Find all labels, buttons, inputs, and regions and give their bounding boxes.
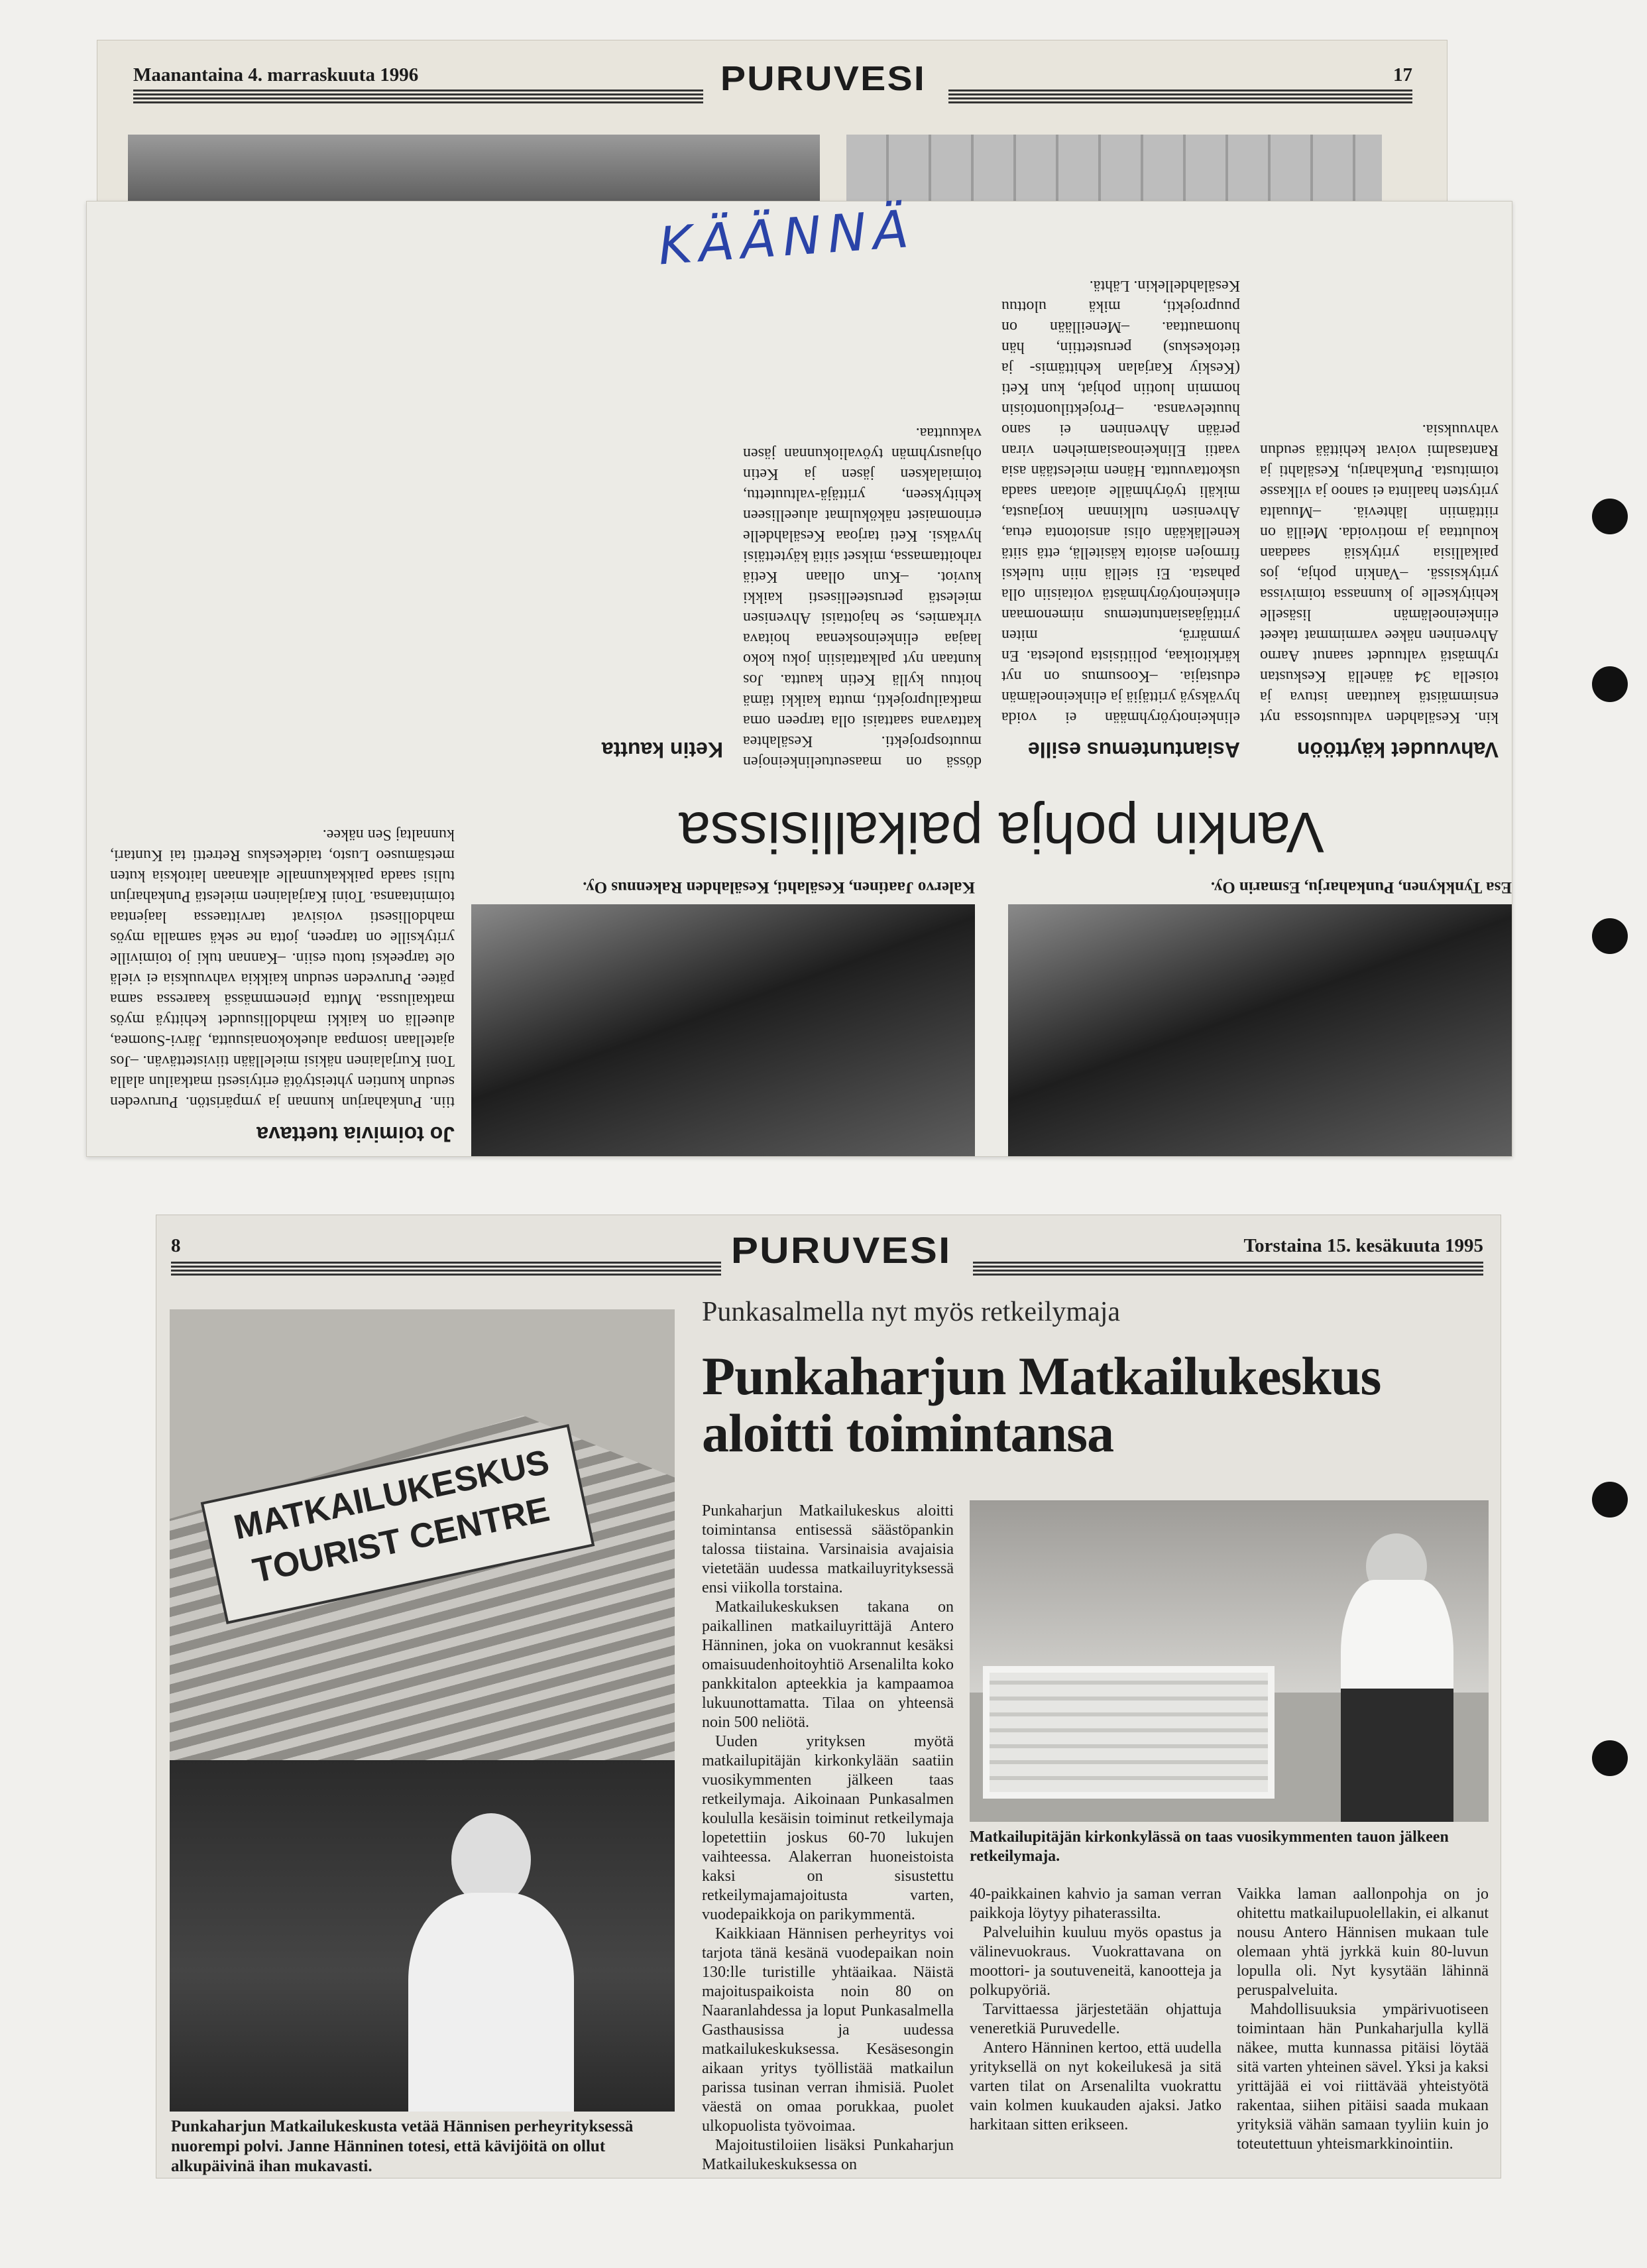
clipping-inverted-article bbox=[86, 201, 1512, 1157]
photo-caption: Kalervo Jaatinen, Kesälahti, Kesälahden Rakennus Oy. bbox=[583, 878, 975, 896]
header-rule bbox=[973, 1262, 1483, 1276]
binder-hole bbox=[1592, 918, 1628, 954]
photo-caption: Punkaharjun Matkailukeskusta vetää Hännisen perheyrityksessä nuorempi polvi. Janne Hänninen totesi, että kävijöitä on ollut alkupäivinä ihan mukavasti. bbox=[171, 2118, 634, 2175]
photo-caption: Esa Tynkkynen, Punkaharju, Esmarin Oy. bbox=[1210, 878, 1512, 896]
header-rule bbox=[948, 90, 1412, 104]
photo-hostel-room bbox=[970, 1500, 1489, 1822]
paragraph: Majoitustiloiien lisäksi Punkaharjun Matkailukeskuksessa on bbox=[702, 2137, 954, 2173]
newspaper-header bbox=[133, 59, 1412, 99]
article-column-2 bbox=[970, 1885, 1221, 2135]
newspaper-header bbox=[171, 1228, 1483, 1270]
article-headline: Punkaharjun Matkailukeskus aloitti toimintansa bbox=[702, 1346, 1381, 1463]
binder-hole bbox=[1592, 1740, 1628, 1776]
paragraph: 40-paikkainen kahvio ja saman verran paikkoja löytyy pihaterassilta. bbox=[970, 1885, 1221, 1922]
subheading: Asiantuntemus esille bbox=[1027, 738, 1240, 762]
binder-hole bbox=[1592, 499, 1628, 534]
paragraph: Tarvittaessa järjestetään ohjattuja veneretkiä Puruvedelle. bbox=[970, 2001, 1221, 2037]
photo-sign: MATKAILUKESKUS TOURIST CENTRE bbox=[201, 1424, 595, 1624]
photo-kalervo-jaatinen bbox=[471, 904, 975, 1156]
column-text: kin. Kesälahden valtuustossa nyt ensimmäistä kauttaan istuva ja toisella 34 äänellä Keskustan ryhmästä valtuudet saanut Aarno Ahveninen näkee varmimmat takeet elinkeinoelämän lisäselle kehitykselle jo kunnassa toimivissa yrityksissä. –Vankin pohja, jos paikallisia yrityksiä saadaan kouluttaa ja motivoida. Meillä on riittämiin lähteviä. –Muualta yritysten haalinta ei sanoo ja vilkasse toimitusta. Punkaharju, Kesälahti ja Rantasalmi voivat kehittää seudun vahvuuksia. bbox=[1260, 421, 1499, 726]
handwritten-note: KÄÄNNÄ bbox=[656, 199, 917, 277]
paragraph: Kaikkiaan Hännisen perheyritys voi tarjota tänä kesänä vuodepaikan noin 130:lle turistille yhtäaikaa. Näistä majoituspaikoista noin 80 on Naaranlahdessa ja loput Punkasalmella Gasthausissa ja uudessa matkailukeskuksessa. Kesäsesongin aikaan yritys työllistää matkailun parissa tusinan verran ihmisiä. Puolet väestä on omaa porukkaa, puolet ulkopuolista työvoimaa. bbox=[702, 1925, 954, 2135]
column-text: tiin. Punkaharjun kunnan ja ympäristön. Puruveden seudun kuntien yhteistyötä erityisesti matkailun alalla Toni Kurjalainen näkisi mielellään tiivistettävän. –Jos ajatellaan isompaa aluekokonaisuutta, Järvi-Suomea, alueellä on kaikki mahdollisuudet kehittyä myös matkailussa. Mutta pienemmässä kaaressa sama pätee. Puruveden seudun kaikkia vahvuuksia ei vielä ole tarpeeksi tuotu esiin. –Kannan tuki jo toimiville yrityksille on tarpeen, jotta ne sekä samalla myös mahdollisesti voisivat tarvittaessa laajentaa toimintaansa. Toini Karjalainen mielestä Punkaharjun tulisi saada paikkakunnalle alkanaan laitoksia kuten metsämuseo Lusto, taidekeskus Retretti tai Kuntari, kunnaltaj Sen näkee. bbox=[110, 826, 455, 1110]
clipping-1996-page17 bbox=[97, 40, 1448, 220]
masthead: PURUVESI bbox=[730, 1229, 952, 1271]
article-headline: Vankin pohja paikallisissa bbox=[679, 800, 1324, 864]
subheading: Vahvuudet käyttöön bbox=[1296, 738, 1499, 762]
photo-person bbox=[408, 1893, 574, 2112]
paragraph: Punkaharjun Matkailukeskus aloitti toimintansa entisessä säästöpankin talossa tiistaina. Varsinaisia avajaisia vietetään uudessa matkailuyrityksessä ensi viikolla torstaina. bbox=[702, 1502, 954, 1596]
photo-tourist-centre bbox=[170, 1309, 675, 2112]
column-text: elinkeinotyöryhmään ei voida hyväksyä yrittäjiä ja elinkeinoelämän edustajia. –Koosumus on nyt kärkitoikaa, poliitisista puolesta. En ymmärrä, miten yrittäjäasiantuntemus nimenomaan elinkeinotyöryhmästä voitaisiin olla pahasta. Ei siellä niin tuleksi firmojen asioita käsitellä, että siitä kenelläkään olisi ansiotonta etua, Ahvenisen tulkinnan korjausta, mikäli työryhmälle aiotaan saada uskottavuutta. Hänen mielestään asia vaatii Elinkeinoasiamiehen viran perään Ahveninen ei sano huutelevansa. –Projektiluontoisin hommin luotiin pohjat, kun Keti (Keskiy Karjalan kehittämis- ja tietokeskus) perustettiin, hän huomauttaa. –Meneillään on puuprojekti, mikä ulottuu Kesälahdellekin. Lähtä. bbox=[1001, 277, 1240, 726]
binder-hole bbox=[1592, 666, 1628, 702]
photo-person-head bbox=[451, 1813, 531, 1906]
photo-person bbox=[1341, 1580, 1453, 1822]
article-column-1 bbox=[702, 1502, 954, 2175]
article-column bbox=[110, 255, 455, 1156]
paragraph: Uuden yrityksen myötä matkailupitäjän kirkonkylään saatiin vuosikymmenten jälkeen taas retkeilymaja. Aikoinaan Punkasalmen koululla kesäisin toiminut retkeilymaja lopetettiin joskus 60-70 lukujen vaihteessa. Alakerran huoneistoista kaksi on sisustettu retkeilymajamajoitusta varten, vuodepaikkoja on parikymmentä. bbox=[702, 1733, 954, 1923]
article-column bbox=[471, 255, 723, 772]
clipping-1995-page8 bbox=[156, 1215, 1501, 2178]
paragraph: Vaikka laman aallonpohja on jo ohitettu matkailupuolellakin, ei alkanut nousu Antero Hännisen mukaan tule olemaan yhtä jyrkkä kuin 80-luvun lopulla oli. Nyt kysytään lähinnä peruspalveluita. bbox=[1237, 1885, 1489, 1999]
paragraph: Matkailukeskuksen takana on paikallinen matkailuyrittäjä Antero Hänninen, joka on vuokrannut kesäksi omaisuudenhoitoyhtiö Arsenalilta koko pankkitalon apteekkia ja kampaamoa lukuunottamatta. Tilaa on yhteensä noin 500 neliötä. bbox=[702, 1598, 954, 1731]
column-text: dössä on maaseutuelinkeinojen muutosprojekti. Kesälahtea kattavana saattaisi olla tarpeen oma matkailuprojekti, mutta kaikki tämä hoituu kyllä Ketin kautta. Jos kuntaan nyt palkattaisiin joku koko laajaa elinkeinoskenaa hoitava virkamies, se hajottaisi Ahvenisen mielestä perusteellisesti kaikki kuviot. –Kun ollaan Ketiä rahoittamassa, mikset siitä käytettäisi hyväksi. Keti tarjoaa Kesälahdelle erinomaiset näkökulmat alueelliseen kehitykseen, yrittäjä-valtuutettu, toimialaksen jäsen ja Ketin ohjausryhmän työvaliokunnan jäsen vakuuttaa. bbox=[743, 424, 982, 770]
issue-date: Maanantaina 4. marraskuuta 1996 bbox=[133, 64, 419, 86]
paragraph: Mahdollisuuksia ympärivuotiseen toimintaan hän Punkaharjulla kyllä näkee, mutta kunnassa pitäisi löytää sitä varten yhteinen sävel. Yksi ja kaksi yrittäjää ei voi riittävää yhteistyötä rakentaa, siihen pitäisi saada mukaan yrityksiä vähän samaan tyyliin kuin jo toteutettuun yhteismarkkinointiin. bbox=[1237, 2001, 1489, 2153]
article-column bbox=[1001, 255, 1240, 772]
subheading: Ketin kautta bbox=[601, 738, 723, 762]
header-rule bbox=[133, 90, 703, 104]
binder-hole bbox=[1592, 1482, 1628, 1518]
masthead: PURUVESI bbox=[720, 60, 926, 98]
article-column bbox=[1260, 255, 1499, 772]
page-number: 8 bbox=[171, 1235, 181, 1256]
paragraph: Palveluihin kuuluu myös opastus ja välinevuokraus. Vuokrattavana on moottori- ja soutuveneitä, kanootteja ja polkupyöriä. bbox=[970, 1924, 1221, 1999]
issue-date: Torstaina 15. kesäkuuta 1995 bbox=[1243, 1235, 1483, 1256]
header-rule bbox=[171, 1262, 721, 1276]
article-column-3 bbox=[1237, 1885, 1489, 2154]
photo-bunk-bed bbox=[983, 1666, 1275, 1799]
photo-esa-tynkkynen bbox=[1008, 904, 1512, 1156]
paragraph: Antero Hänninen kertoo, että uudella yrityksellä on nyt kokeilukesä ja sitä varten tilat on Arsenalilta vuokrattu vain kolmen kuukauden ajaksi. Jatko harkitaan sitten erikseen. bbox=[970, 2039, 1221, 2133]
inverted-article-body bbox=[87, 255, 1512, 1156]
subheading: Jo toimivia tuettava bbox=[256, 1122, 455, 1146]
page-number: 17 bbox=[1393, 64, 1412, 86]
article-kicker: Punkasalmella nyt myös retkeilymaja bbox=[702, 1297, 1121, 1327]
photo-caption: Matkailupitäjän kirkonkylässä on taas vuosikymmenten tauon jälkeen retkeilymaja. bbox=[970, 1828, 1449, 1865]
article-column bbox=[743, 255, 982, 772]
